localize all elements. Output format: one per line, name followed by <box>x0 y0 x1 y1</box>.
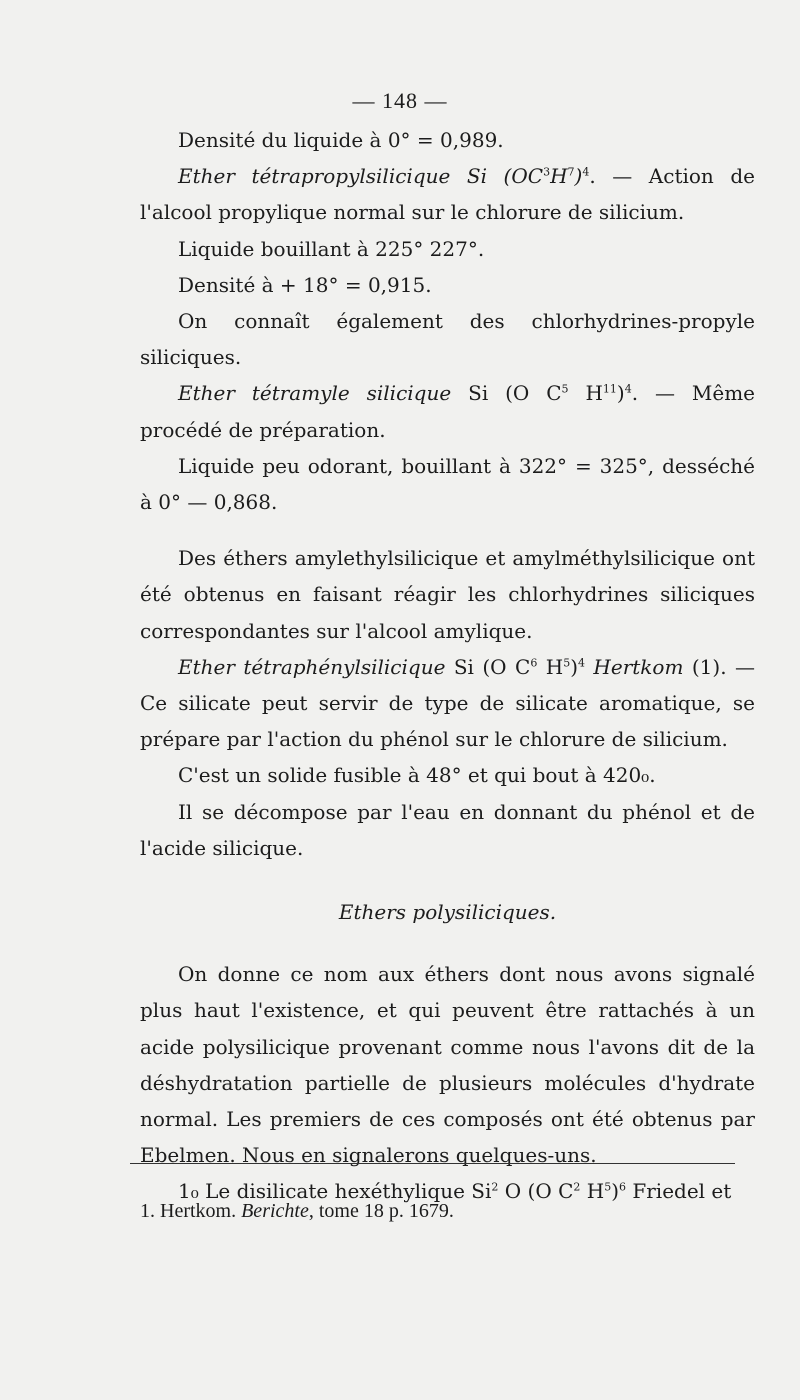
formula-part: O (O C <box>498 1179 574 1204</box>
footnote-number: 1. <box>140 1200 155 1222</box>
paragraph-chlorhydrines: On connaît également des chlorhydrines-propyle siliciques. <box>140 309 755 370</box>
compound-name: Ether tétraphénylsilicique <box>178 654 446 679</box>
formula-sup: 4 <box>578 656 585 670</box>
formula-part: Si (O C <box>451 381 562 406</box>
section-title: Ethers polysiliciques. <box>338 900 557 925</box>
paragraph-polysilicic: On donne ce nom aux éthers dont nous avons signalé plus haut l'existence, et qui peuvent être rattachés à un acide polysilicique provenant comme nous l'avons dit de la déshydratation partielle de plusieurs molécules d'hydrate normal. Les premiers de ces composés ont été obtenus par Ebelmen. Nous en signalerons quelques-uns. <box>140 962 755 1168</box>
paragraph-odorant: Liquide peu odorant, bouillant à 322° = 325°, desséché à 0° — 0,868. <box>140 453 755 515</box>
compound-name: Ether tétramyle silicique <box>178 381 452 406</box>
formula-sup: 3 <box>543 165 551 179</box>
formula-part: ) <box>616 381 625 406</box>
formula-sup: 2 <box>491 1180 499 1194</box>
paragraph-amyl: Des éthers amylethylsilicique et amylméthylsilicique ont été obtenus en faisant réagir les chlorhydrines siliciques correspondantes sur l'alcool amylique. <box>140 546 755 643</box>
paragraph-decompose: Il se décompose par l'eau en donnant du phénol et de l'acide silicique. <box>140 799 755 860</box>
page-number: — 148 — <box>352 88 448 113</box>
paragraph-tetraphenyl <box>140 649 755 758</box>
author-name: Hertkom <box>585 654 684 679</box>
page-body <box>140 122 755 1210</box>
paragraph-solid: C'est un solide fusible à 48° et qui bout à 420₀. <box>178 763 656 788</box>
paragraph-boiling: Liquide bouillant à 225° 227°. <box>178 236 485 261</box>
formula-sup: 4 <box>624 382 632 396</box>
footnote <box>140 1200 755 1223</box>
formula-part: Si (O C <box>445 654 531 679</box>
formula-part: H <box>537 654 564 679</box>
footnote-divider <box>130 1163 735 1164</box>
formula-part: Si (OC <box>466 164 544 189</box>
formula-sup: 4 <box>582 165 590 179</box>
formula-sup: 6 <box>619 1180 627 1194</box>
formula-part: H <box>568 381 603 406</box>
formula-part: 1₀ Le disilicate hexéthylique Si <box>178 1179 492 1204</box>
formula-part: ) <box>611 1179 620 1204</box>
formula-sup: 5 <box>563 656 571 670</box>
paragraph-text: Friedel et <box>626 1179 732 1204</box>
formula-part: ) <box>570 654 578 679</box>
footnote-details: , tome 18 p. 1679. <box>308 1200 454 1222</box>
paragraph-tetramyle <box>140 375 755 447</box>
formula-sup: 11 <box>602 382 617 396</box>
compound-name: Ether tétrapropylsilicique <box>178 164 451 189</box>
formula-sup: 7 <box>567 165 575 179</box>
formula-part: H <box>550 164 568 189</box>
footnote-author: Hertkom. <box>155 1200 242 1222</box>
paragraph-text: . — Action de l'alcool propylique normal sur le chlorure de silicium. <box>140 164 755 225</box>
formula-part: H <box>580 1179 605 1204</box>
formula-sup: 6 <box>530 656 538 670</box>
paragraph-density: Densité du liquide à 0° = 0,989. <box>178 128 504 152</box>
paragraph-text: (1). — Ce silicate peut servir de type de silicate aromatique, se prépare par l'action du phénol sur le chlorure de silicium. <box>140 654 755 752</box>
paragraph-text: . — Même procédé de préparation. <box>140 381 756 442</box>
footnote-journal: Berichte <box>241 1200 309 1222</box>
paragraph-tetrapropyl <box>140 158 755 230</box>
formula-sup: 5 <box>604 1180 612 1194</box>
formula-part: ) <box>574 164 583 189</box>
formula-sup: 2 <box>573 1180 581 1194</box>
paragraph-density-2: Densité à + 18° = 0,915. <box>178 272 432 297</box>
formula-sup: 5 <box>561 382 569 396</box>
